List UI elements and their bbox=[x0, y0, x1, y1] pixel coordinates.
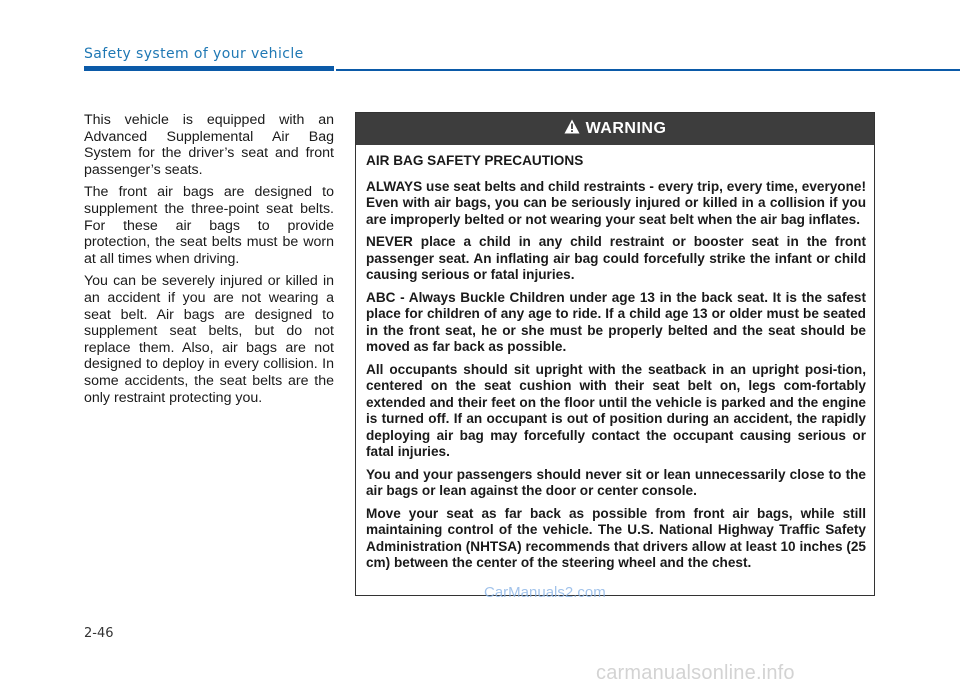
warning-body bbox=[356, 145, 874, 572]
page-number: 2-46 bbox=[84, 626, 114, 641]
warning-label: WARNING bbox=[585, 120, 667, 137]
warning-box bbox=[355, 112, 875, 596]
section-title: Safety system of your vehicle bbox=[84, 46, 304, 62]
intro-paragraph: This vehicle is equipped with an Advanced Supplemental Air Bag System for the driver’s seat and front passenger’s seats. bbox=[84, 112, 334, 178]
watermark-bottom: carmanualsonline.info bbox=[596, 662, 795, 684]
warning-triangle-icon bbox=[564, 119, 586, 139]
header-rule-thin bbox=[336, 69, 960, 71]
warning-heading: AIR BAG SAFETY PRECAUTIONS bbox=[366, 153, 584, 168]
warning-paragraph: You and your passengers should never sit or lean unnecessarily close to the air bags or lean against the door or center console. bbox=[366, 466, 866, 498]
warning-paragraph: NEVER place a child in any child restraint or booster seat in the front passenger seat. An inflating air bag could forcefully strike the infant or child causing serious or fatal injuries. bbox=[366, 234, 866, 282]
warning-paragraph: Move your seat as far back as possible from front air bags, while still maintaining control of the vehicle. The U.S. National Highway Traffic Safety Administration (NHTSA) recommends that drivers allow at least 10 inches (25 cm) between the center of the steering wheel and the chest. bbox=[366, 505, 866, 570]
warning-paragraph: ALWAYS use seat belts and child restraints - every trip, every time, everyone! Even with air bags, you can be seriously injured or killed in a collision if you are improperly belted or not wearing your seat belt when the air bag inflates. bbox=[366, 178, 866, 227]
seatbelt-paragraph: You can be severely injured or killed in an accident if you are not wearing a seat belt. Air bags are designed to supplement seat belts, but do not replace them. Also, air bags are not designed to deploy in every collision. In some accidents, the seat belts are the only restraint protecting you. bbox=[84, 273, 334, 406]
warning-header bbox=[356, 113, 874, 145]
warning-paragraph: All occupants should sit upright with the seatback in an upright posi-tion, centered on the seat cushion with their seat belt on, legs com-fortably extended and their feet on the floor until the vehicle is parked and the engine is turned off. If an occupant is out of position during an accident, the rapidly deploying air bag may forcefully contact the occupant causing serious or fatal injuries. bbox=[366, 361, 866, 459]
header-rule-thick bbox=[84, 66, 334, 71]
warning-paragraph: ABC - Always Buckle Children under age 13 in the back seat. It is the safest place for children of any age to ride. If a child age 13 or older must be seated in the front seat, he or she must be properly belted and the seat should be moved as far back as possible. bbox=[366, 289, 866, 354]
front-airbags-paragraph: The front air bags are designed to supplement the three-point seat belts. For these air bags to provide protection, the seat belts must be worn at all times when driving. bbox=[84, 184, 334, 267]
left-column bbox=[84, 112, 334, 412]
watermark-mid: CarManuals2.com bbox=[484, 584, 606, 601]
